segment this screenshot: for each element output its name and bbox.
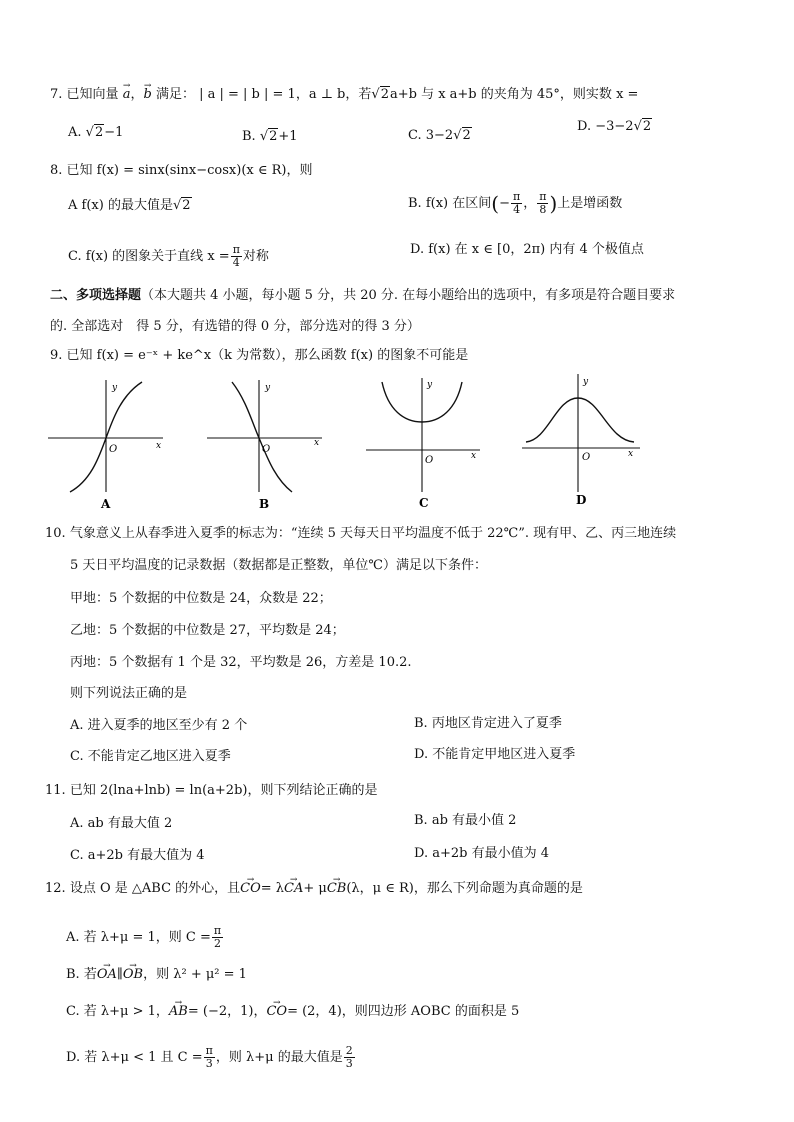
svg-text:D: D [576, 493, 587, 507]
q8-stem: 8. 已知 f(x) = sinx(sinx−cosx)(x ∈ R)，则 [50, 163, 313, 178]
svg-text:x: x [314, 438, 320, 448]
graph-a[interactable] [48, 380, 163, 511]
svg-text:y: y [427, 380, 433, 390]
q12-option-c[interactable]: C. 若 λ+μ > 1，→ AB= (−2，1)，→ CO= (2，4)，则四边形 AOBC 的面积是 5 [66, 1003, 519, 1021]
q8-option-a[interactable]: A f(x) 的最大值是√2 [68, 198, 191, 213]
q11-option-b[interactable]: B. ab 有最小值 2 [414, 813, 517, 828]
q11-option-d[interactable]: D. a+2b 有最小值为 4 [414, 846, 549, 861]
svg-text:x: x [628, 449, 634, 459]
q10-option-d[interactable]: D. 不能肯定甲地区进入夏季 [414, 747, 576, 762]
graph-b[interactable] [207, 380, 322, 511]
q7-option-b[interactable]: B. √2+1 [242, 129, 298, 144]
q10-condition-yi: 乙地：5 个数据的中位数是 27，平均数是 24； [70, 623, 345, 638]
q10-condition-jia: 甲地：5 个数据的中位数是 24，众数是 22； [70, 591, 332, 606]
q11-stem: 11. 已知 2(lna+lnb) = ln(a+2b)，则下列结论正确的是 [45, 783, 378, 798]
q10-option-b[interactable]: B. 丙地区肯定进入了夏季 [414, 716, 562, 731]
section2-title: 二、多项选择题 [50, 288, 142, 303]
svg-text:x: x [156, 441, 162, 451]
graph-d[interactable] [522, 374, 640, 507]
svg-text:x: x [471, 451, 477, 461]
q12-stem: 12. 设点 O 是 △ABC 的外心，且→ CO= λ→ CA+ μ→ CB(λ，μ ∈ R)，那么下列命题为真命题的是 [45, 880, 583, 898]
q9-stem: 9. 已知 f(x) = e⁻ˣ + ke^x（k 为常数），那么函数 f(x) 的图象不可能是 [50, 348, 469, 363]
q7-option-d[interactable]: D. −3−2√2 [577, 119, 652, 134]
q8-option-b[interactable]: B. f(x) 在区间(− $\frac{\pi}{4}$ ， $\frac{\pi}{8}$ )上是增函数 [408, 190, 623, 216]
q8-option-c[interactable]: C. f(x) 的图象关于直线 x = $\frac{\pi}{4}$ 对称 [68, 243, 269, 269]
q12-option-b[interactable]: B. 若→ OA∥→ OB，则 λ² + μ² = 1 [66, 966, 247, 984]
q7-stem: 7. 已知向量 → a，→ b 满足： | a | = | b | = 1，a ⊥ b，若√2a+b 与 x a+b 的夹角为 45°，则实数 x = [50, 86, 638, 104]
q10-condition-bing: 丙地：5 个数据有 1 个是 32，平均数是 26，方差是 10.2. [70, 655, 412, 670]
q10-stem-line2: 5 天日平均温度的记录数据（数据都是正整数，单位℃）满足以下条件： [70, 558, 487, 573]
svg-text:y: y [265, 383, 271, 393]
q12-option-a[interactable]: A. 若 λ+μ = 1，则 C = $\frac{\pi}{2}$ [66, 924, 222, 950]
svg-text:B: B [259, 497, 270, 511]
svg-text:A: A [101, 497, 111, 511]
q10-option-c[interactable]: C. 不能肯定乙地区进入夏季 [70, 749, 231, 764]
q7-option-c[interactable]: C. 3−2√2 [408, 128, 471, 143]
q9-graphs [0, 370, 794, 530]
section2-header: 二、多项选择题（本大题共 4 小题，每小题 5 分，共 20 分. 在每小题给出的选项中，有多项是符合题目要求 [50, 288, 676, 303]
q7-option-a[interactable]: A. √2−1 [68, 125, 124, 140]
svg-text:C: C [419, 496, 429, 510]
q10-prompt: 则下列说法正确的是 [70, 686, 188, 701]
svg-text:O: O [262, 444, 271, 455]
q11-option-a[interactable]: A. ab 有最大值 2 [70, 816, 173, 831]
q11-option-c[interactable]: C. a+2b 有最大值为 4 [70, 848, 205, 863]
svg-text:y: y [583, 377, 589, 387]
q8-option-d[interactable]: D. f(x) 在 x ∈ [0，2π) 内有 4 个极值点 [410, 242, 644, 257]
q12-option-d[interactable]: D. 若 λ+μ < 1 且 C = $\frac{\pi}{3}$ ，则 λ+μ 的最大值是 $\frac{2}{3}$ [66, 1044, 353, 1070]
graph-c[interactable] [366, 378, 480, 510]
q10-option-a[interactable]: A. 进入夏季的地区至少有 2 个 [70, 718, 248, 733]
svg-text:y: y [112, 383, 118, 393]
q7-number: 7. [50, 87, 63, 102]
section2-desc: 的. 全部选对 得 5 分，有选错的得 0 分，部分选对的得 3 分） [50, 319, 420, 334]
svg-text:O: O [425, 455, 434, 466]
svg-text:O: O [109, 444, 118, 455]
svg-text:O: O [582, 452, 591, 463]
q10-stem-line1: 10. 气象意义上从春季进入夏季的标志为：“连续 5 天每天日平均温度不低于 22℃”. 现有甲、乙、丙三地连续 [45, 526, 677, 541]
